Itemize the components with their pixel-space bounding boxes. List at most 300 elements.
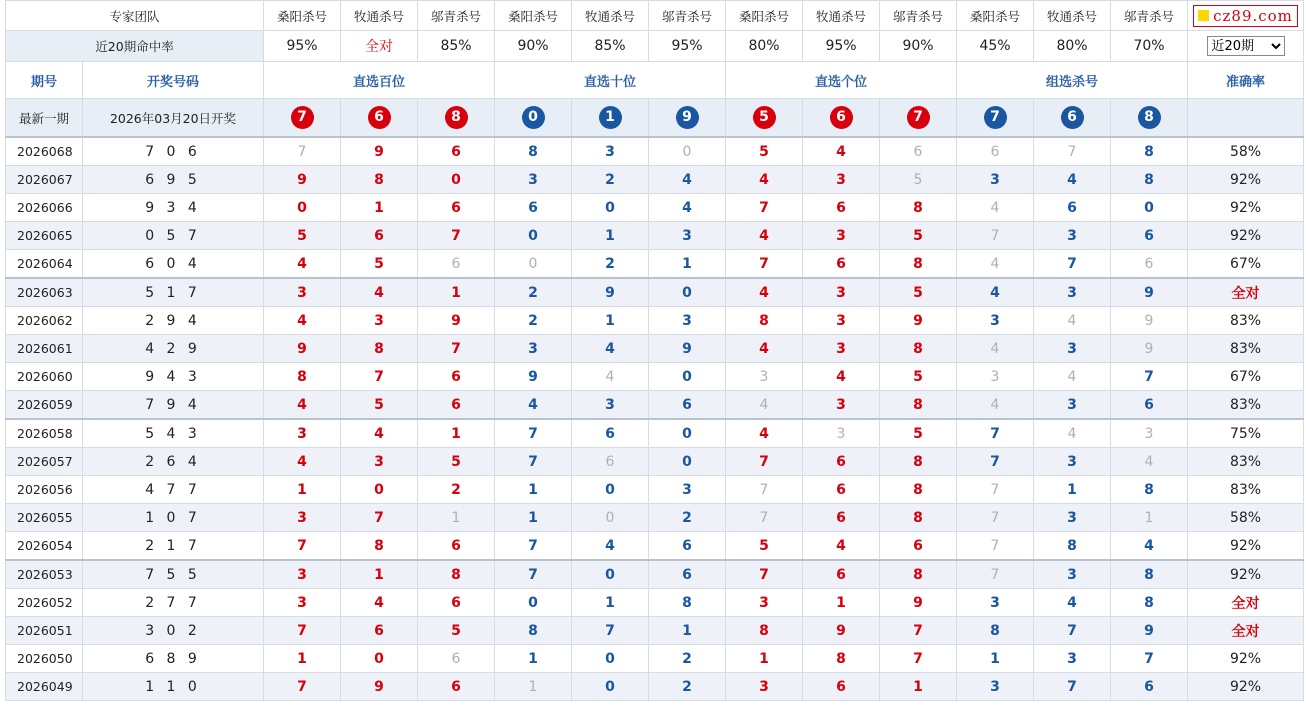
- draw-number-cell: 7 9 4: [83, 391, 264, 420]
- ball-number: 7: [291, 106, 314, 129]
- kill-number-cell: 5: [418, 617, 495, 645]
- kill-number-cell: 3: [803, 278, 880, 307]
- kill-number-cell: 5: [880, 278, 957, 307]
- accuracy-cell: 58%: [1188, 137, 1304, 166]
- kill-number-cell: 8: [957, 617, 1034, 645]
- kill-number-cell: 8: [880, 560, 957, 589]
- draw-number-cell: 7 5 5: [83, 560, 264, 589]
- ball-cell: [1034, 99, 1111, 138]
- period-cell: 2026052: [6, 589, 83, 617]
- period-cell: 2026064: [6, 250, 83, 279]
- kill-number-cell: 7: [264, 532, 341, 561]
- accuracy-cell: 92%: [1188, 645, 1304, 673]
- kill-number-cell: 7: [957, 532, 1034, 561]
- kill-number-cell: 4: [264, 391, 341, 420]
- kill-number-cell: 3: [726, 673, 803, 701]
- kill-number-cell: 3: [803, 391, 880, 420]
- kill-number-cell: 3: [264, 589, 341, 617]
- table-row: [6, 673, 1304, 701]
- kill-number-cell: 0: [572, 194, 649, 222]
- site-logo[interactable]: [1193, 5, 1298, 27]
- kill-number-cell: 4: [1034, 363, 1111, 391]
- kill-number-cell: 8: [803, 645, 880, 673]
- kill-number-cell: 6: [1034, 194, 1111, 222]
- kill-number-cell: 6: [572, 448, 649, 476]
- latest-row: [6, 99, 1304, 138]
- kill-number-cell: 3: [803, 166, 880, 194]
- kill-number-cell: 4: [572, 335, 649, 363]
- kill-number-cell: 3: [649, 476, 726, 504]
- ball-cell: [572, 99, 649, 138]
- kill-number-cell: 8: [341, 166, 418, 194]
- kill-number-cell: 7: [726, 560, 803, 589]
- draw-number-cell: 3 0 2: [83, 617, 264, 645]
- draw-number-cell: 1 0 7: [83, 504, 264, 532]
- draw-number-cell: 2 6 4: [83, 448, 264, 476]
- period-cell: 2026066: [6, 194, 83, 222]
- ball-cell: [803, 99, 880, 138]
- kill-number-cell: 6: [1111, 250, 1188, 279]
- col-header-tens: 直选十位: [495, 62, 726, 99]
- table-row: [6, 560, 1304, 589]
- kill-number-cell: 6: [572, 419, 649, 448]
- kill-number-cell: 3: [264, 560, 341, 589]
- kill-number-cell: 4: [1034, 307, 1111, 335]
- draw-number-cell: 5 1 7: [83, 278, 264, 307]
- latest-label: 最新一期: [6, 99, 83, 138]
- kill-number-cell: 4: [957, 391, 1034, 420]
- kill-number-cell: 9: [418, 307, 495, 335]
- kill-number-cell: 1: [418, 504, 495, 532]
- kill-number-cell: 6: [418, 391, 495, 420]
- kill-number-cell: 3: [1111, 419, 1188, 448]
- accuracy-cell: 83%: [1188, 335, 1304, 363]
- kill-number-cell: 3: [1034, 448, 1111, 476]
- kill-number-cell: 9: [1111, 617, 1188, 645]
- column-header-row: [6, 62, 1304, 99]
- table-row: [6, 532, 1304, 561]
- period-cell: 2026049: [6, 673, 83, 701]
- kill-number-cell: 3: [1034, 278, 1111, 307]
- kill-number-cell: 5: [880, 222, 957, 250]
- hit-rate-value: 80%: [1034, 31, 1111, 62]
- hit-rate-value: 80%: [726, 31, 803, 62]
- kill-number-cell: 2: [649, 645, 726, 673]
- ball-number: 6: [1061, 106, 1084, 129]
- ball-number: 1: [599, 106, 622, 129]
- kill-number-cell: 8: [1111, 560, 1188, 589]
- kill-number-cell: 0: [495, 222, 572, 250]
- hit-rate-value: 95%: [649, 31, 726, 62]
- expert-name: 牧通杀号: [341, 1, 418, 31]
- hit-rate-value: 全对: [341, 31, 418, 62]
- kill-number-cell: 3: [803, 335, 880, 363]
- draw-number-cell: 9 3 4: [83, 194, 264, 222]
- kill-number-cell: 0: [418, 166, 495, 194]
- kill-number-cell: 3: [726, 589, 803, 617]
- kill-number-cell: 6: [803, 194, 880, 222]
- kill-number-cell: 4: [1034, 419, 1111, 448]
- kill-number-cell: 1: [572, 222, 649, 250]
- kill-number-cell: 7: [1111, 363, 1188, 391]
- kill-number-cell: 2: [572, 166, 649, 194]
- kill-number-cell: 7: [957, 222, 1034, 250]
- draw-number-cell: 2 9 4: [83, 307, 264, 335]
- kill-number-cell: 7: [495, 419, 572, 448]
- kill-number-cell: 8: [1111, 166, 1188, 194]
- ball-number: 7: [984, 106, 1007, 129]
- kill-number-cell: 8: [726, 307, 803, 335]
- kill-number-cell: 0: [572, 504, 649, 532]
- ball-number: 8: [445, 106, 468, 129]
- kill-number-cell: 0: [341, 645, 418, 673]
- kill-number-cell: 6: [418, 645, 495, 673]
- kill-number-cell: 3: [649, 307, 726, 335]
- logo-cell: [1188, 1, 1304, 31]
- kill-number-cell: 7: [572, 617, 649, 645]
- kill-number-cell: 2: [418, 476, 495, 504]
- period-cell: 2026057: [6, 448, 83, 476]
- period-cell: 2026053: [6, 560, 83, 589]
- ball-cell: [495, 99, 572, 138]
- kill-number-cell: 4: [957, 278, 1034, 307]
- kill-number-cell: 7: [1034, 673, 1111, 701]
- accuracy-cell: 83%: [1188, 391, 1304, 420]
- latest-date: 2026年03月20日开奖: [83, 99, 264, 138]
- kill-number-cell: 1: [495, 645, 572, 673]
- kill-number-cell: 4: [726, 335, 803, 363]
- ball-number: 0: [522, 106, 545, 129]
- accuracy-cell: 92%: [1188, 560, 1304, 589]
- kill-number-cell: 4: [649, 194, 726, 222]
- kill-number-cell: 9: [341, 673, 418, 701]
- kill-number-cell: 3: [495, 335, 572, 363]
- kill-number-cell: 3: [572, 137, 649, 166]
- kill-number-cell: 1: [572, 589, 649, 617]
- kill-number-cell: 4: [341, 419, 418, 448]
- expert-name: 桑阳杀号: [264, 1, 341, 31]
- kill-number-cell: 8: [341, 335, 418, 363]
- kill-number-cell: 7: [341, 504, 418, 532]
- kill-number-cell: 7: [957, 448, 1034, 476]
- table-row: [6, 278, 1304, 307]
- kill-number-cell: 2: [495, 278, 572, 307]
- kill-number-cell: 8: [1111, 476, 1188, 504]
- kill-number-cell: 5: [726, 137, 803, 166]
- kill-number-cell: 6: [803, 560, 880, 589]
- hit-rate-label: 近20期命中率: [6, 31, 264, 62]
- kill-number-cell: 8: [418, 560, 495, 589]
- kill-number-cell: 9: [264, 166, 341, 194]
- kill-number-cell: 3: [572, 391, 649, 420]
- kill-number-cell: 7: [957, 560, 1034, 589]
- table-row: [6, 419, 1304, 448]
- draw-number-cell: 6 8 9: [83, 645, 264, 673]
- accuracy-cell: 92%: [1188, 222, 1304, 250]
- kill-number-cell: 8: [880, 391, 957, 420]
- col-header-units: 直选个位: [726, 62, 957, 99]
- kill-number-cell: 6: [418, 194, 495, 222]
- expert-name: 桑阳杀号: [726, 1, 803, 31]
- ball-cell: [341, 99, 418, 138]
- ball-cell: [726, 99, 803, 138]
- col-header-draw: 开奖号码: [83, 62, 264, 99]
- table-row: [6, 617, 1304, 645]
- kill-number-cell: 8: [1111, 137, 1188, 166]
- accuracy-cell: 92%: [1188, 194, 1304, 222]
- period-cell: 2026065: [6, 222, 83, 250]
- logo-square-icon: [1198, 10, 1209, 21]
- ball-number: 7: [907, 106, 930, 129]
- kill-number-cell: 1: [418, 278, 495, 307]
- accuracy-cell: 58%: [1188, 504, 1304, 532]
- kill-number-cell: 8: [880, 476, 957, 504]
- kill-number-cell: 4: [726, 278, 803, 307]
- kill-number-cell: 9: [1111, 335, 1188, 363]
- kill-number-cell: 7: [418, 222, 495, 250]
- kill-number-cell: 0: [264, 194, 341, 222]
- kill-number-cell: 4: [803, 363, 880, 391]
- kill-number-cell: 1: [880, 673, 957, 701]
- ball-number: 9: [676, 106, 699, 129]
- expert-name: 邬青杀号: [418, 1, 495, 31]
- kill-number-cell: 6: [495, 194, 572, 222]
- period-cell: 2026059: [6, 391, 83, 420]
- latest-accuracy: [1188, 99, 1304, 138]
- kill-number-cell: 8: [264, 363, 341, 391]
- kill-number-cell: 7: [726, 504, 803, 532]
- kill-number-cell: 5: [341, 250, 418, 279]
- kill-number-cell: 4: [649, 166, 726, 194]
- kill-number-cell: 3: [1034, 504, 1111, 532]
- draw-number-cell: 6 9 5: [83, 166, 264, 194]
- kill-number-cell: 4: [726, 419, 803, 448]
- kill-number-cell: 7: [264, 137, 341, 166]
- draw-number-cell: 2 7 7: [83, 589, 264, 617]
- kill-number-cell: 7: [726, 476, 803, 504]
- draw-number-cell: 6 0 4: [83, 250, 264, 279]
- kill-number-cell: 0: [341, 476, 418, 504]
- draw-number-cell: 5 4 3: [83, 419, 264, 448]
- ball-cell: [957, 99, 1034, 138]
- kill-number-cell: 1: [264, 476, 341, 504]
- draw-number-cell: 0 5 7: [83, 222, 264, 250]
- kill-number-cell: 3: [341, 307, 418, 335]
- expert-name: 牧通杀号: [572, 1, 649, 31]
- kill-number-cell: 3: [1034, 645, 1111, 673]
- period-cell: 2026058: [6, 419, 83, 448]
- kill-number-cell: 0: [572, 476, 649, 504]
- kill-number-cell: 3: [264, 504, 341, 532]
- kill-number-cell: 3: [1034, 335, 1111, 363]
- hit-rate-value: 95%: [803, 31, 880, 62]
- kill-number-cell: 1: [957, 645, 1034, 673]
- kill-number-cell: 6: [649, 391, 726, 420]
- kill-number-cell: 7: [1111, 645, 1188, 673]
- kill-number-cell: 7: [495, 448, 572, 476]
- kill-number-cell: 7: [495, 560, 572, 589]
- kill-number-cell: 1: [495, 504, 572, 532]
- kill-number-cell: 3: [1034, 222, 1111, 250]
- hit-rate-value: 70%: [1111, 31, 1188, 62]
- kill-number-cell: 8: [880, 250, 957, 279]
- draw-number-cell: 9 4 3: [83, 363, 264, 391]
- accuracy-cell: 92%: [1188, 673, 1304, 701]
- kill-number-cell: 3: [495, 166, 572, 194]
- kill-number-cell: 6: [418, 589, 495, 617]
- table-row: [6, 504, 1304, 532]
- accuracy-cell: 全对: [1188, 589, 1304, 617]
- kill-number-cell: 7: [880, 645, 957, 673]
- kill-number-cell: 3: [1034, 391, 1111, 420]
- col-header-hundreds: 直选百位: [264, 62, 495, 99]
- expert-name: 桑阳杀号: [957, 1, 1034, 31]
- table-row: [6, 589, 1304, 617]
- period-cell: 2026063: [6, 278, 83, 307]
- kill-number-cell: 0: [649, 278, 726, 307]
- kill-number-table: [5, 0, 1304, 701]
- table-row: [6, 476, 1304, 504]
- kill-number-cell: 3: [264, 278, 341, 307]
- kill-number-cell: 9: [341, 137, 418, 166]
- kill-number-cell: 5: [726, 532, 803, 561]
- kill-number-cell: 6: [418, 250, 495, 279]
- kill-number-cell: 9: [495, 363, 572, 391]
- accuracy-cell: 75%: [1188, 419, 1304, 448]
- period-range-cell: [1188, 31, 1304, 62]
- accuracy-cell: 92%: [1188, 532, 1304, 561]
- kill-number-cell: 7: [341, 363, 418, 391]
- accuracy-cell: 67%: [1188, 363, 1304, 391]
- kill-number-cell: 4: [957, 250, 1034, 279]
- team-label: 专家团队: [6, 1, 264, 31]
- draw-number-cell: 4 7 7: [83, 476, 264, 504]
- table-row: [6, 645, 1304, 673]
- kill-number-cell: 6: [341, 222, 418, 250]
- expert-name: 邬青杀号: [1111, 1, 1188, 31]
- kill-number-cell: 6: [803, 476, 880, 504]
- table-row: [6, 166, 1304, 194]
- kill-number-cell: 1: [1034, 476, 1111, 504]
- period-range-select[interactable]: [1207, 36, 1285, 56]
- kill-number-cell: 2: [495, 307, 572, 335]
- kill-number-cell: 6: [418, 673, 495, 701]
- ball-cell: [649, 99, 726, 138]
- kill-number-cell: 8: [649, 589, 726, 617]
- kill-number-cell: 6: [803, 250, 880, 279]
- kill-number-cell: 4: [957, 194, 1034, 222]
- logo-text: cz89.com: [1213, 6, 1293, 25]
- kill-number-cell: 6: [1111, 391, 1188, 420]
- kill-number-cell: 8: [880, 504, 957, 532]
- expert-row: [6, 1, 1304, 31]
- kill-number-cell: 3: [957, 307, 1034, 335]
- kill-number-cell: 0: [495, 250, 572, 279]
- kill-number-cell: 3: [726, 363, 803, 391]
- ball-number: 8: [1138, 106, 1161, 129]
- kill-number-cell: 5: [880, 166, 957, 194]
- kill-number-cell: 1: [572, 307, 649, 335]
- kill-number-cell: 1: [726, 645, 803, 673]
- table-row: [6, 250, 1304, 279]
- kill-number-cell: 4: [1034, 166, 1111, 194]
- hit-rate-value: 90%: [880, 31, 957, 62]
- period-cell: 2026050: [6, 645, 83, 673]
- kill-number-cell: 2: [572, 250, 649, 279]
- kill-number-cell: 7: [1034, 137, 1111, 166]
- kill-number-cell: 6: [803, 504, 880, 532]
- hit-rate-value: 85%: [418, 31, 495, 62]
- col-header-group: 组选杀号: [957, 62, 1188, 99]
- kill-number-cell: 2: [649, 504, 726, 532]
- kill-number-cell: 6: [803, 448, 880, 476]
- kill-number-cell: 0: [572, 645, 649, 673]
- expert-name: 邬青杀号: [880, 1, 957, 31]
- kill-number-cell: 8: [341, 532, 418, 561]
- kill-number-cell: 0: [649, 419, 726, 448]
- kill-number-cell: 1: [341, 194, 418, 222]
- kill-number-cell: 0: [649, 137, 726, 166]
- period-cell: 2026061: [6, 335, 83, 363]
- kill-number-cell: 3: [1034, 560, 1111, 589]
- kill-number-cell: 6: [1111, 673, 1188, 701]
- hit-rate-value: 95%: [264, 31, 341, 62]
- accuracy-cell: 83%: [1188, 448, 1304, 476]
- kill-number-cell: 4: [572, 363, 649, 391]
- kill-number-cell: 5: [264, 222, 341, 250]
- kill-number-cell: 9: [649, 335, 726, 363]
- kill-number-cell: 7: [957, 419, 1034, 448]
- kill-number-cell: 1: [495, 673, 572, 701]
- ball-cell: [418, 99, 495, 138]
- accuracy-cell: 83%: [1188, 476, 1304, 504]
- expert-name: 牧通杀号: [1034, 1, 1111, 31]
- kill-number-cell: 8: [1111, 589, 1188, 617]
- kill-number-cell: 2: [649, 673, 726, 701]
- period-cell: 2026051: [6, 617, 83, 645]
- period-cell: 2026054: [6, 532, 83, 561]
- period-cell: 2026068: [6, 137, 83, 166]
- kill-number-cell: 4: [1111, 448, 1188, 476]
- kill-number-cell: 3: [803, 222, 880, 250]
- ball-number: 6: [368, 106, 391, 129]
- kill-number-cell: 5: [880, 419, 957, 448]
- hit-rate-value: 90%: [495, 31, 572, 62]
- kill-number-cell: 6: [880, 137, 957, 166]
- kill-number-cell: 7: [726, 448, 803, 476]
- accuracy-cell: 全对: [1188, 617, 1304, 645]
- kill-number-cell: 4: [726, 222, 803, 250]
- kill-number-cell: 1: [341, 560, 418, 589]
- col-header-accuracy: 准确率: [1188, 62, 1304, 99]
- kill-number-cell: 7: [726, 194, 803, 222]
- kill-number-cell: 8: [880, 448, 957, 476]
- kill-number-cell: 6: [803, 673, 880, 701]
- kill-number-cell: 3: [803, 419, 880, 448]
- ball-cell: [264, 99, 341, 138]
- kill-number-cell: 6: [957, 137, 1034, 166]
- table-row: [6, 137, 1304, 166]
- expert-name: 邬青杀号: [649, 1, 726, 31]
- kill-number-cell: 7: [1034, 250, 1111, 279]
- period-cell: 2026055: [6, 504, 83, 532]
- kill-number-cell: 4: [726, 391, 803, 420]
- table-row: [6, 448, 1304, 476]
- kill-number-cell: 6: [418, 532, 495, 561]
- hit-rate-value: 85%: [572, 31, 649, 62]
- kill-number-cell: 4: [572, 532, 649, 561]
- accuracy-cell: 全对: [1188, 278, 1304, 307]
